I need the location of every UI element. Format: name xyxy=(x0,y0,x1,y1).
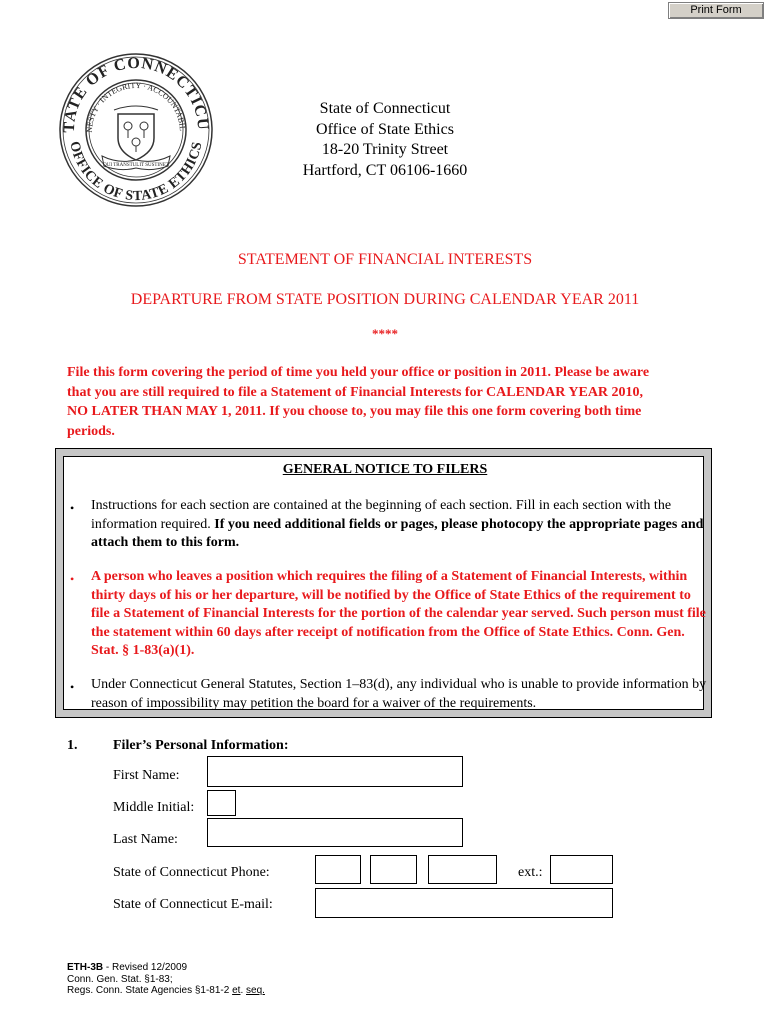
phone-area-code-field[interactable] xyxy=(315,855,361,884)
first-name-field[interactable] xyxy=(207,756,463,787)
footer-regulations xyxy=(67,985,367,997)
address-line-office: Office of State Ethics xyxy=(316,120,454,138)
email-label: State of Connecticut E-mail: xyxy=(113,897,273,912)
footer-form-id: ETH-3B xyxy=(67,962,104,973)
bullet-3-marker: • xyxy=(70,680,75,694)
footer-statute: Conn. Gen. Stat. §1-83; xyxy=(67,973,173,985)
phone-label: State of Connecticut Phone: xyxy=(113,865,270,880)
notice-instructions xyxy=(91,497,707,553)
address-line-city: Hartford, CT 06106-1660 xyxy=(302,161,468,179)
footer-revision xyxy=(67,962,367,974)
middle-initial-field[interactable] xyxy=(207,790,236,816)
svg-text:STATE OF CONNECTICUT: TATE OF CONNECTICU xyxy=(60,54,212,133)
phone-ext-label: ext.: xyxy=(518,865,543,880)
form-title: STATEMENT OF FINANCIAL INTERESTS xyxy=(237,251,533,268)
phone-line-field[interactable] xyxy=(428,855,497,884)
svg-text:HONESTY · INTEGRITY · ACCOUNTA: NESTY · INTEGRITY · ACCOUNTABIL xyxy=(84,80,188,133)
footer-regs-dot: . xyxy=(240,985,247,996)
title-separator: **** xyxy=(372,326,398,341)
intro-line-2: that you are still required to file a Statement of Financial Interests for CALENDAR YEAR 2010, xyxy=(67,384,644,400)
agency-address xyxy=(270,99,500,181)
email-field[interactable] xyxy=(315,888,613,918)
bullet-2-marker: • xyxy=(70,572,75,586)
intro-paragraph xyxy=(67,363,717,441)
intro-line-3: NO LATER THAN MAY 1, 2011. If you choose to, you may file this one form covering both time xyxy=(67,404,642,419)
general-notice-title: GENERAL NOTICE TO FILERS xyxy=(282,462,488,477)
print-form-button[interactable]: Print Form xyxy=(668,2,764,19)
last-name-label: Last Name: xyxy=(113,832,178,847)
footer-regs-text: Regs. Conn. State Agencies §1-81-2 xyxy=(67,985,233,996)
phone-prefix-field[interactable] xyxy=(370,855,417,884)
svg-text:QUI TRANSTULIT SUSTINET: QUI TRANSTULIT SUSTINET xyxy=(103,163,169,168)
footer-revised: - Revised 12/2009 xyxy=(103,962,188,973)
phone-ext-field[interactable] xyxy=(550,855,613,884)
address-line-state: State of Connecticut xyxy=(319,100,451,117)
intro-line-4: periods. xyxy=(67,423,115,439)
section-1-title: Filer’s Personal Information: xyxy=(113,738,289,753)
middle-initial-label: Middle Initial: xyxy=(113,800,195,815)
first-name-label: First Name: xyxy=(113,768,180,783)
notice-waiver: Under Connecticut General Statutes, Section 1–83(d), any individual who is unable to provide information by reason of impossibility may petition the board for a waiver of the requirements. xyxy=(91,677,707,711)
last-name-field[interactable] xyxy=(207,818,463,847)
notice-instructions-bold: If you need additional fields or pages, please photocopy the appropriate pages and attach them to this form. xyxy=(91,516,704,551)
state-ethics-seal xyxy=(58,52,214,208)
bullet-1-marker: • xyxy=(70,501,75,515)
svg-text:OFFICE OF STATE ETHICS: OFFICE OF STATE ETHICS xyxy=(66,140,206,205)
notice-instructions-text: Instructions for each section are contained at the beginning of each section. Fill in each section with the information required. xyxy=(91,498,672,532)
notice-departure-rule: A person who leaves a position which requires the filing of a Statement of Financial Interests, within thirty days of his or her departure, will be notified by the Office of State Ethics of the requirement to file a Statement of Financial Interests for the portion of the calendar year served. Such person must file the statement within 60 days after receipt of notification from the Office of State Ethics. Conn. Gen. Stat. § 1-83(a)(1). xyxy=(91,569,706,659)
form-footer xyxy=(67,962,367,997)
form-subtitle: DEPARTURE FROM STATE POSITION DURING CALENDAR YEAR 2011 xyxy=(130,291,640,308)
footer-regs-et: et xyxy=(232,985,241,996)
intro-line-1: File this form covering the period of time you held your office or position in 2011. Please be aware xyxy=(67,365,650,380)
footer-regs-seq: seq. xyxy=(246,985,265,996)
address-line-street: 18-20 Trinity Street xyxy=(321,141,449,158)
section-1-number: 1. xyxy=(67,738,78,753)
